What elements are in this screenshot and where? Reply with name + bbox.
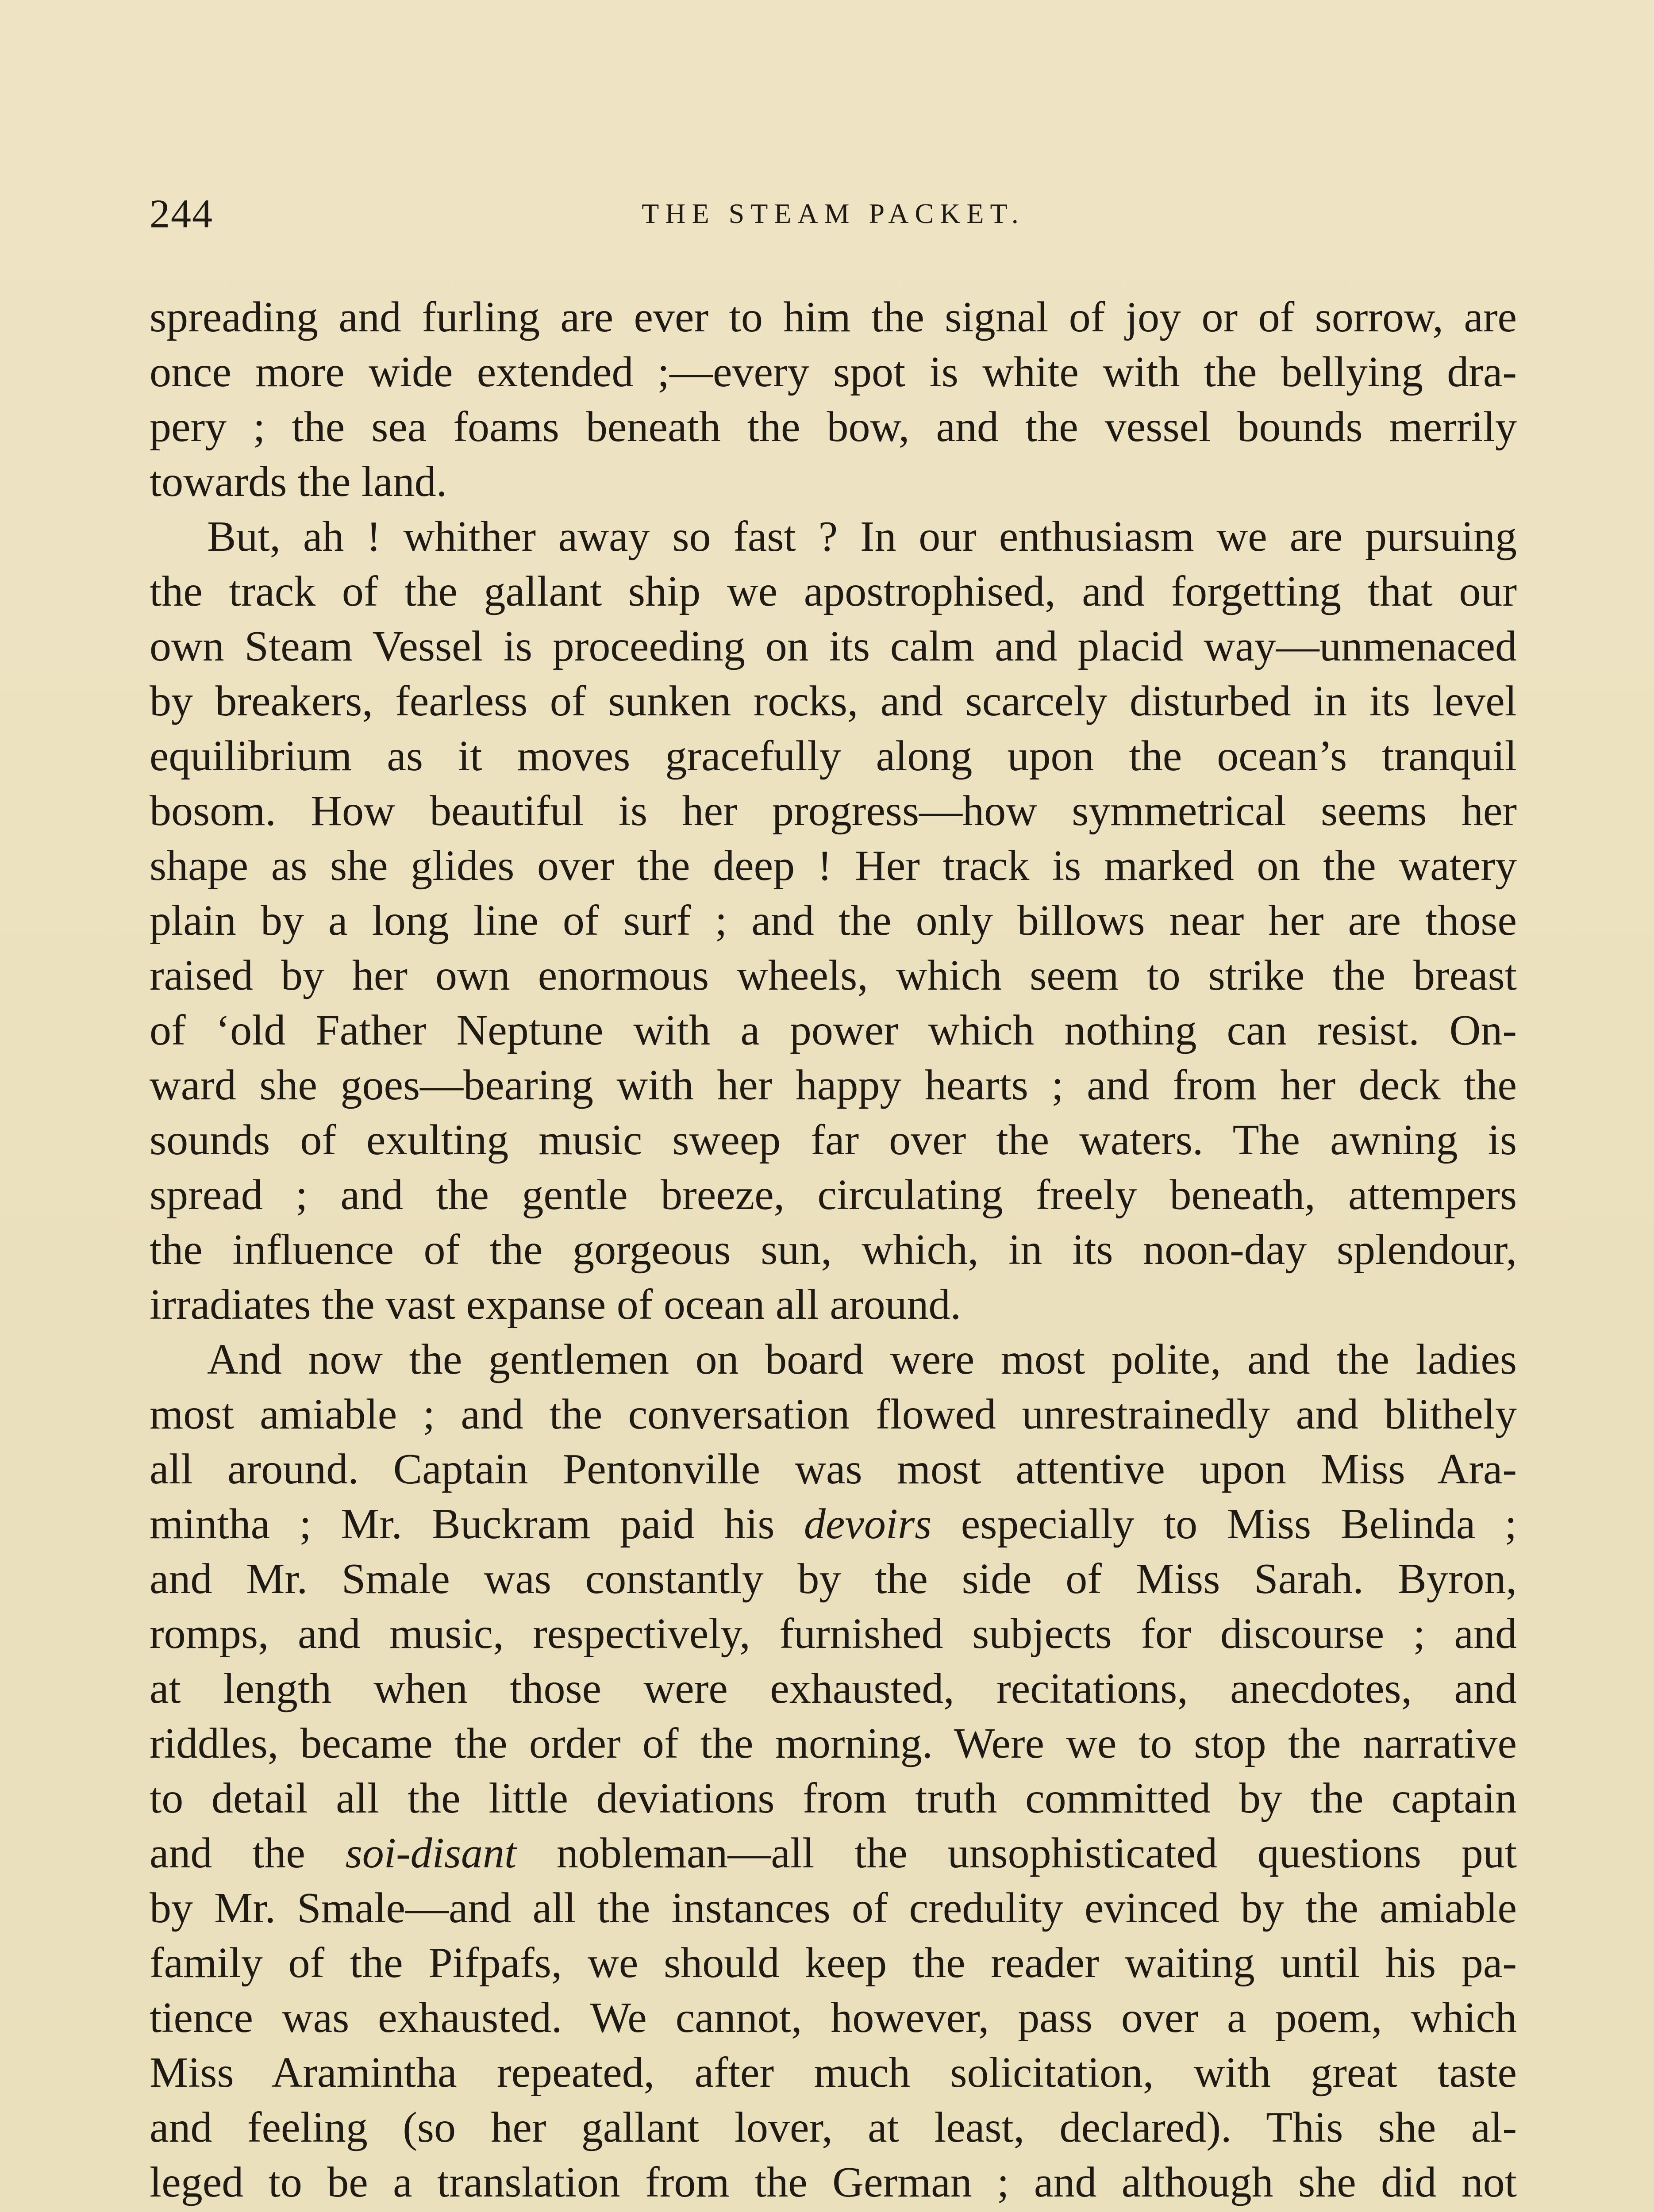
text-line: But, ah ! whither away so fast ? In our enthusiasm we are pursuing: [207, 513, 1517, 561]
text-line: and feeling (so her gallant lover, at least, declared). This she al-: [150, 2104, 1517, 2151]
text-line: And now the gentlemen on board were most polite, and the ladies: [207, 1336, 1517, 1383]
text-line: all around. Captain Pentonville was most attentive upon Miss Ara-: [150, 1445, 1517, 1493]
text-line-with-italic: [150, 1826, 1517, 1881]
text-line: plain by a long line of surf ; and the only billows near her are those: [150, 897, 1517, 945]
text-line: by breakers, fearless of sunken rocks, and scarcely disturbed in its level: [150, 677, 1517, 725]
text-line: tience was exhausted. We cannot, however, pass over a poem, which: [150, 1994, 1517, 2042]
line-part: especially to Miss Belinda ;: [931, 1500, 1517, 1548]
paragraph: [150, 290, 1517, 509]
text-line: at length when those were exhausted, recitations, anecdotes, and: [150, 1665, 1517, 1713]
text-line-with-italic: [150, 1497, 1517, 1551]
line-part: nobleman—all the unsophisticated questions put: [516, 1829, 1517, 1877]
running-head: THE STEAM PACKET.: [642, 198, 1025, 229]
text-line: most amiable ; and the conversation flowed unrestrainedly and blithely: [150, 1390, 1517, 1438]
text-line: by Mr. Smale—and all the instances of credulity evinced by the amiable: [150, 1884, 1517, 1932]
page-number: 244: [150, 191, 213, 236]
text-line: spreading and furling are ever to him the signal of joy or of sorrow, are: [150, 293, 1517, 341]
text-line: shape as she glides over the deep ! Her track is marked on the watery: [150, 842, 1517, 890]
text-line: spread ; and the gentle breeze, circulating freely beneath, attempers: [150, 1171, 1517, 1219]
text-line: sounds of exulting music sweep far over the waters. The awning is: [150, 1116, 1517, 1164]
italic-word: soi-disant: [345, 1829, 517, 1877]
text-line: of ‘old Father Neptune with a power which nothing can resist. On-: [150, 1006, 1517, 1054]
text-line: irradiates the vast expanse of ocean all around.: [150, 1281, 962, 1329]
page-header: [150, 190, 1517, 239]
text-line: Miss Aramintha repeated, after much solicitation, with great taste: [150, 2049, 1517, 2097]
text-line: and Mr. Smale was constantly by the side of Miss Sarah. Byron,: [150, 1555, 1517, 1603]
text-line: raised by her own enormous wheels, which seem to strike the breast: [150, 952, 1517, 999]
text-line: family of the Pifpafs, we should keep the reader waiting until his pa-: [150, 1939, 1517, 1987]
paragraph: [150, 1332, 1517, 2212]
text-line: pery ; the sea foams beneath the bow, and the vessel bounds merrily: [150, 403, 1517, 451]
line-part: and the: [150, 1829, 346, 1877]
italic-word: devoirs: [804, 1500, 932, 1548]
text-line: the track of the gallant ship we apostrophised, and forgetting that our: [150, 568, 1517, 615]
text-line: equilibrium as it moves gracefully along upon the ocean’s tranquil: [150, 732, 1517, 780]
text-line: the influence of the gorgeous sun, which, in its noon-day splendour,: [150, 1226, 1517, 1274]
text-line: own Steam Vessel is proceeding on its calm and placid way—unmenaced: [150, 622, 1517, 670]
text-line: to detail all the little deviations from truth committed by the captain: [150, 1774, 1517, 1822]
text-line: riddles, became the order of the morning. Were we to stop the narrative: [150, 1720, 1517, 1767]
body-text: [150, 290, 1517, 2212]
text-line: [150, 2210, 1517, 2212]
line-part: mintha ; Mr. Buckram paid his: [150, 1500, 804, 1548]
text-line: leged to be a translation from the German ; and although she did not: [150, 2158, 1517, 2206]
text-line: towards the land.: [150, 458, 447, 506]
paragraph: [150, 509, 1517, 1332]
text-line: bosom. How beautiful is her progress—how symmetrical seems her: [150, 787, 1517, 835]
text-line: once more wide extended ;—every spot is white with the bellying dra-: [150, 348, 1517, 396]
text-line: romps, and music, respectively, furnished subjects for discourse ; and: [150, 1610, 1517, 1658]
text-line: ward she goes—bearing with her happy hearts ; and from her deck the: [150, 1061, 1517, 1109]
